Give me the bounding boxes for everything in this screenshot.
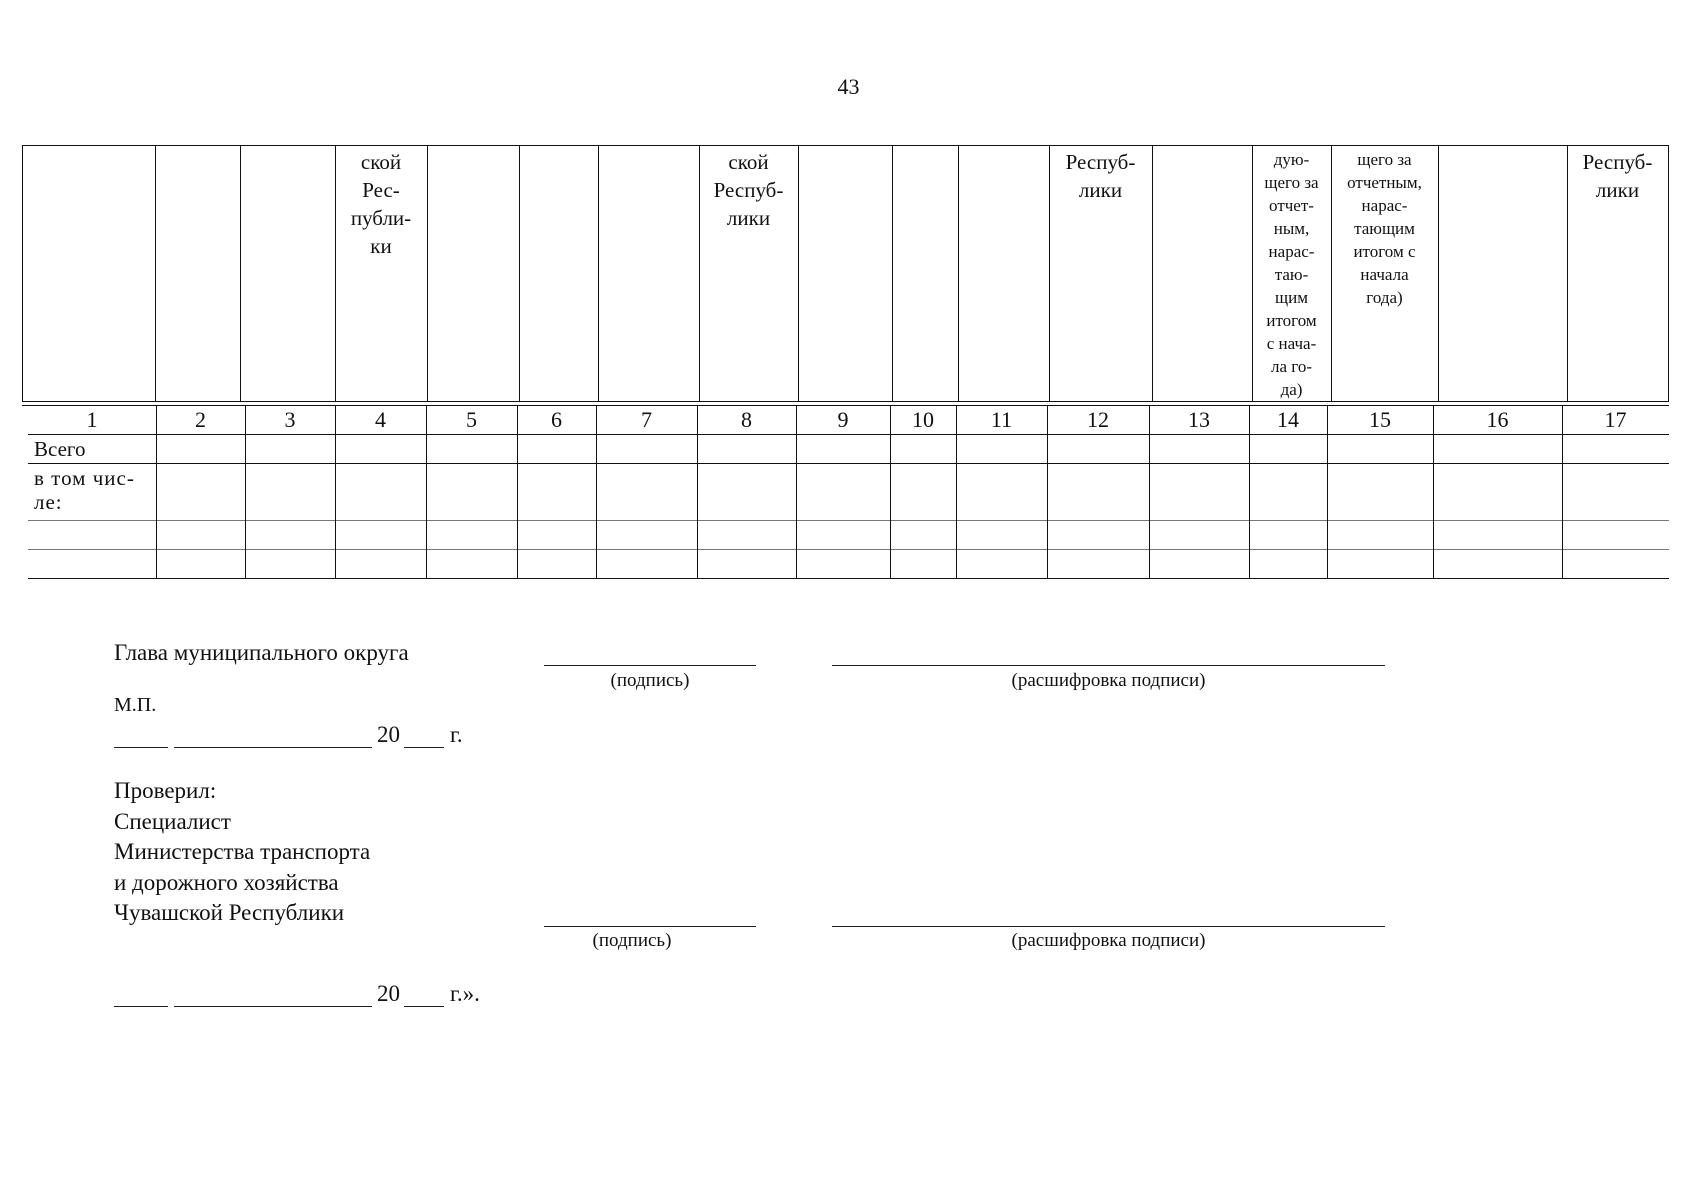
table-header: [22, 145, 1669, 402]
header-col14-text: дую- щего за отчет- ным, нарас- таю- щим итогом с нача- ла го- да): [1264, 150, 1319, 399]
head-role-label: Глава муниципального округа: [114, 640, 409, 665]
specialist-line3: и дорожного хозяйства: [114, 870, 339, 895]
header-col17-text: Респуб- лики: [1582, 150, 1653, 202]
col-number-3: 3: [284, 407, 296, 432]
specialist-line2: Министерства транспорта: [114, 839, 371, 864]
page-number: 43: [837, 74, 860, 99]
specialist-line4: Чувашской Республики: [114, 900, 345, 925]
col-number-14: 14: [1277, 407, 1299, 432]
header-col12-text: Респуб- лики: [1065, 150, 1136, 202]
row-including-label: в том чис- ле:: [34, 466, 135, 514]
row-total-label: Всего: [34, 437, 86, 461]
col-number-1: 1: [86, 407, 98, 432]
sign-caption-2: (подпись): [592, 930, 672, 951]
date-year-prefix-1: 20: [377, 722, 400, 747]
decode-caption-2: (расшифровка подписи): [1011, 930, 1206, 951]
header-col15-text: щего за отчетным, нарас- тающим итогом с начала года): [1347, 150, 1422, 307]
checked-label: Проверил:: [114, 778, 217, 803]
specialist-line1: Специалист: [114, 809, 231, 834]
col-number-7: 7: [641, 407, 652, 432]
col-number-13: 13: [1188, 407, 1210, 432]
decode-caption-1: (расшифровка подписи): [1011, 670, 1206, 691]
sign-caption-1: (подпись): [610, 670, 690, 691]
col-number-15: 15: [1369, 407, 1391, 432]
col-number-11: 11: [990, 407, 1013, 432]
date-year-suffix-1: г.: [450, 722, 463, 747]
col-number-6: 6: [551, 407, 562, 432]
date-year-prefix-2: 20: [377, 981, 400, 1006]
col-number-8: 8: [741, 407, 752, 432]
header-col4-text: ской Рес- публи- ки: [350, 150, 412, 258]
col-number-5: 5: [466, 407, 477, 432]
header-col8-text: ской Респуб- лики: [713, 150, 784, 230]
col-number-9: 9: [837, 407, 849, 432]
col-number-12: 12: [1087, 407, 1109, 432]
col-number-16: 16: [1486, 407, 1509, 432]
stamp-label: М.П.: [114, 694, 157, 716]
col-number-10: 10: [912, 407, 934, 432]
col-number-4: 4: [375, 407, 386, 432]
data-table: [28, 405, 1669, 579]
col-number-2: 2: [195, 407, 206, 432]
col-number-17: 17: [1604, 407, 1627, 432]
date-year-suffix-2: г.».: [450, 981, 480, 1006]
